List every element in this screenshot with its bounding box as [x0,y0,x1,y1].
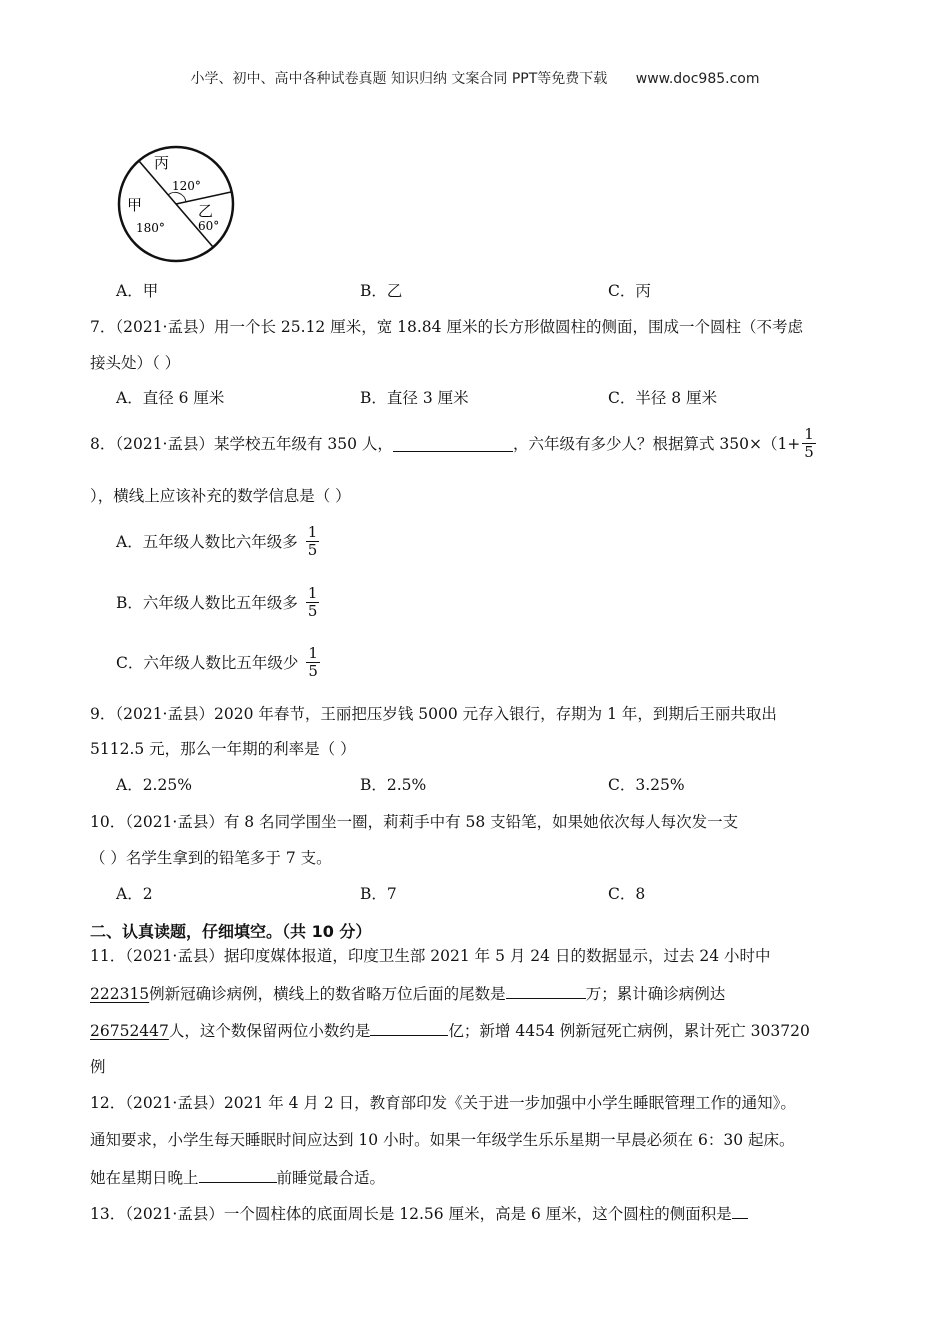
q9-line2: 5112.5 元，那么一年期的利率是（ ） [90,740,356,758]
q8-option-c-text: C．六年级人数比五年级少 [116,653,299,672]
q11-line4: 例 [90,1058,106,1076]
q11-number2: 26752447 [90,1022,169,1040]
q8-fraction [802,426,816,461]
q11-number1: 222315 [90,985,150,1003]
q8-option-b-fraction [306,585,320,620]
q8-line2: ），横线上应该补充的数学信息是（ ） [90,487,351,505]
q8-option-a-text: A．五年级人数比六年级多 [116,532,298,551]
q12-blank[interactable] [199,1166,277,1183]
pie-label-bing: 丙 [154,154,170,172]
q7-line1: 7．（2021·孟县）用一个长 25.12 厘米，宽 18.84 厘米的长方形做圆柱的侧面，围成一个圆柱（不考虑 [90,318,803,336]
q7-option-a: A．直径 6 厘米 [116,389,225,407]
q13-blank[interactable] [732,1202,748,1219]
q11-text-3b: 亿；新增 4454 例新冠死亡病例，累计死亡 303720 [448,1022,810,1040]
q8-option-a-den: 5 [307,541,318,559]
q8-option-c-den: 5 [308,662,318,680]
q11-line2 [90,982,725,1005]
q6-option-a: A．甲 [116,282,159,300]
q13-line1 [90,1202,748,1225]
q8-option-a-num: 1 [307,523,318,541]
q6-option-b: B．乙 [360,282,403,300]
q8-option-b-text: B．六年级人数比五年级多 [116,593,298,612]
q8-option-c-num: 1 [308,644,318,662]
q10-option-c: C．8 [608,885,646,903]
q8-text-a: 8．（2021·孟县）某学校五年级有 350 人， [90,434,393,453]
pie-label-jia: 甲 [127,196,143,214]
q11-blank2[interactable] [370,1019,448,1036]
q12-line2: 通知要求，小学生每天睡眠时间应达到 10 小时。如果一年级学生乐乐星期一早晨必须在 6：30 起床。 [90,1131,795,1149]
q8-answer-blank[interactable] [393,435,513,452]
pie-angle-jia: 180° [136,221,165,235]
q11-blank1[interactable] [506,982,586,999]
q8-text-b: ，六年级有多少人？根据算式 350×（1+ [512,434,801,453]
q8-frac-den: 5 [804,443,814,461]
q12-line1: 12．（2021·孟县）2021 年 4 月 2 日，教育部印发《关于进一步加强中小学生睡眠管理工作的通知》。 [90,1094,796,1112]
q9-option-a: A．2.25% [116,776,192,794]
q9-line1: 9．（2021·孟县）2020 年春节，王丽把压岁钱 5000 元存入银行，存期为 1 年，到期后王丽共取出 [90,705,777,723]
q10-line2: （ ）名学生拿到的铅笔多于 7 支。 [90,849,332,867]
q8-option-b [116,585,321,620]
q8-option-b-num: 1 [307,584,318,602]
pie-figure [112,142,240,266]
q12-text-3a: 她在星期日晚上 [90,1169,199,1187]
q9-option-b: B．2.5% [360,776,427,794]
q11-line1: 11．（2021·孟县）据印度媒体报道，印度卫生部 2021 年 5 月 24 日的数据显示，过去 24 小时中 [90,947,771,965]
q11-text-3a: 人，这个数保留两位小数约是 [168,1022,371,1040]
q11-line3 [90,1019,810,1042]
q6-option-c: C．丙 [608,282,651,300]
q13-text: 13．（2021·孟县）一个圆柱体的底面周长是 12.56 厘米，高是 6 厘米，这个圆柱的侧面积是 [90,1205,732,1223]
q8-option-a-fraction [306,524,320,559]
pie-angle-bing: 120° [172,179,201,193]
q7-option-c: C．半径 8 厘米 [608,389,718,407]
q8-frac-num: 1 [804,425,814,443]
q11-text-2a: 例新冠确诊病例，横线上的数省略万位后面的尾数是 [149,985,506,1003]
section2-title: 二、认真读题，仔细填空。（共 10 分） [90,922,372,941]
q7-option-b: B．直径 3 厘米 [360,389,469,407]
q9-option-c: C．3.25% [608,776,685,794]
q12-text-3b: 前睡觉最合适。 [276,1169,386,1187]
q12-line3 [90,1166,385,1189]
q10-option-b: B．7 [360,885,397,903]
header-text: 小学、初中、高中各种试卷真题 知识归纳 文案合同 PPT等免费下载 [190,71,608,87]
pie-angle-yi: 60° [198,219,220,233]
pie-label-yi: 乙 [198,202,214,220]
q11-text-2b: 万；累计确诊病例达 [585,985,726,1003]
q10-line1: 10．（2021·孟县）有 8 名同学围坐一圈，莉莉手中有 58 支铅笔，如果她依次每人每次发一支 [90,813,739,831]
q8-option-a [116,524,321,559]
header-site: www.doc985.com [635,71,760,87]
q8-option-b-den: 5 [307,602,318,620]
q8-option-c [116,645,322,680]
q7-line2: 接头处）（ ） [90,354,181,372]
q10-option-a: A．2 [116,885,153,903]
page-header [0,68,950,88]
q8-option-c-fraction [306,645,320,680]
q8-line1 [90,426,818,461]
